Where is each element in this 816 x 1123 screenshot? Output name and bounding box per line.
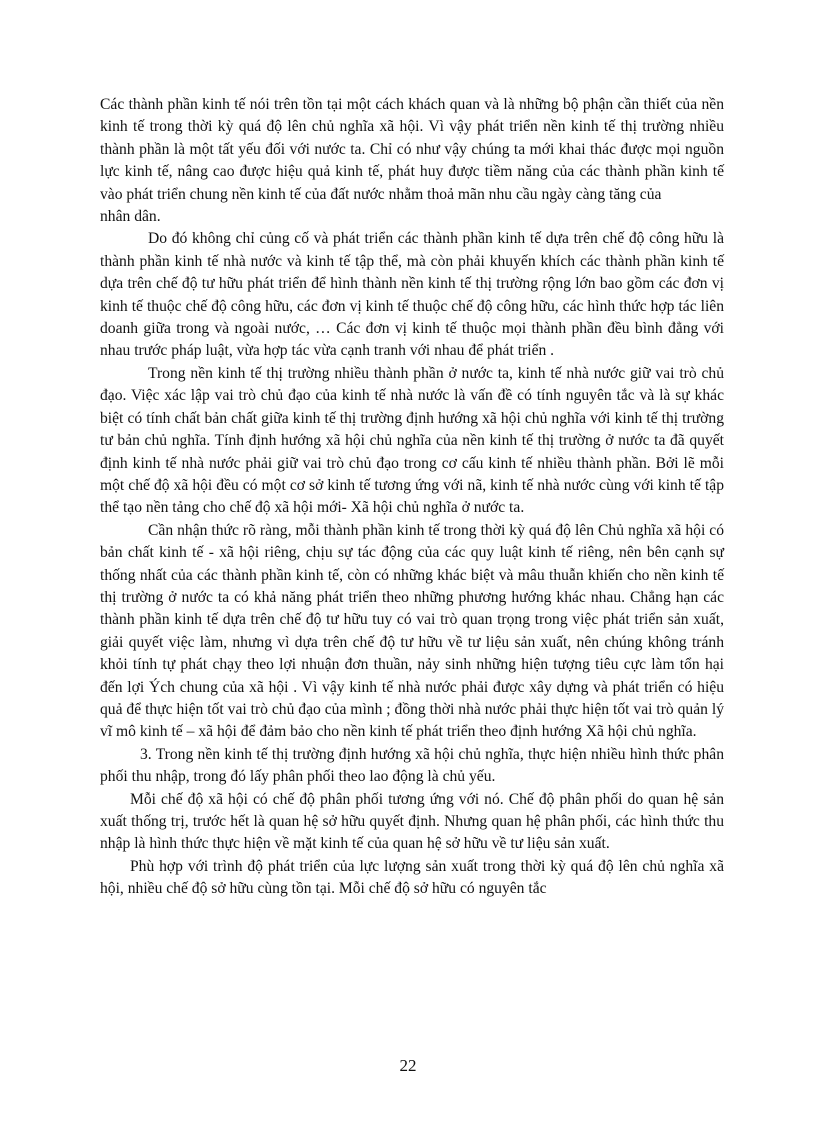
paragraph-people: nhân dân. <box>100 208 161 226</box>
paragraph-section-3-heading: 3. Trong nền kinh tế thị trường định hướng xã hội chủ nghĩa, thực hiện nhiều hình thức phân phối thu nhập, trong đó lấy phân phối theo lao động là chủ yếu. <box>100 745 724 786</box>
paragraph-state-economy-role: Trong nền kinh tế thị trường nhiều thành phần ở nước ta, kinh tế nhà nước giữ vai trò chủ đạo. Việc xác lập vai trò chủ đạo của kinh tế nhà nước là vấn đề có tính nguyên tắc và là sự khác biệt có tính chất bản chất giữa kinh tế thị trường định hướng xã hội chủ nghĩa với kinh tế thị trường tư bản chủ nghĩa. Tính định hướng xã hội chủ nghĩa của nền kinh tế thị trường ở nước ta đã quyết định kinh tế nhà nước phải giữ vai trò chủ đạo trong cơ cấu kinh tế nhiều thành phần. Bởi lẽ mỗi một chế độ xã hội đều có một cơ sở kinh tế tương ứng với nã, kinh tế nhà nước cùng với kinh tế tập thể tạo nền tảng cho chế độ xã hội mới- Xã hội chủ nghĩa ở nước ta. <box>100 364 724 517</box>
paragraph-economic-sectors: Các thành phần kinh tế nói trên tồn tại một cách khách quan và là những bộ phận cần thiết của nền kinh tế trong thời kỳ quá độ lên chủ nghĩa xã hội. Vì vậy phát triển nền kinh tế thị trường nhiều thành phần là một tất yếu đối với nước ta. Chỉ có như vậy chúng ta mới khai thác được mọi nguồn lực kinh tế, nâng cao được hiệu quả kinh tế, phát huy được tiềm năng của các thành phần kinh tế vào phát triển chung nền kinh tế của đất nước nhằm thoả mãn nhu cầu ngày càng tăng của <box>100 96 724 203</box>
paragraph-awareness: Cần nhận thức rõ ràng, mỗi thành phần kinh tế trong thời kỳ quá độ lên Chủ nghĩa xã hội có bản chất kinh tế - xã hội riêng, chịu sự tác động của các quy luật kinh tế riêng, nên bên cạnh sự thống nhất của các thành phần kinh tế, còn có những khác biệt và mâu thuẫn khiến cho nền kinh tế thị trường ở nước ta có khả năng phát triển theo những phương hướng khác nhau. Chẳng hạn các thành phần kinh tế dựa trên chế độ tư hữu tuy có vai trò quan trọng trong việc phát triển sản xuất, giải quyết việc làm, nhưng vì dựa trên chế độ tư hữu về tư liệu sản xuất, nên chúng không tránh khỏi tính tự phát chạy theo lợi nhuận đơn thuần, nảy sinh những hiện tượng tiêu cực làm tổn hại đến lợi Ých chung của xã hội . Vì vậy kinh tế nhà nước phải được xây dựng và phát triển có hiệu quả để thực hiện tốt vai trò chủ đạo của mình ; đồng thời nhà nước phải thực hiện tốt vai trò quản lý vĩ mô kinh tế – xã hội để đảm bảo cho nền kinh tế phát triển theo định hướng Xã hội chủ nghĩa. <box>100 521 724 741</box>
page-number: 22 <box>399 1056 417 1075</box>
paragraph-distribution: Mỗi chế độ xã hội có chế độ phân phối tương ứng với nó. Chế độ phân phối do quan hệ sản xuất thống trị, trước hết là quan hệ sở hữu quyết định. Nhưng quan hệ phân phối, các hình thức thu nhập là hình thức thực hiện về mặt kinh tế của quan hệ sở hữu về tư liệu sản xuất. <box>100 790 724 853</box>
paragraph-ownership-regimes: Phù hợp với trình độ phát triển của lực lượng sản xuất trong thời kỳ quá độ lên chủ nghĩa xã hội, nhiều chế độ sở hữu cùng tồn tại. Mỗi chế độ sở hữu có nguyên tắc <box>100 857 724 898</box>
paragraph-ownership: Do đó không chỉ củng cố và phát triển các thành phần kinh tế dựa trên chế độ công hữu là thành phần kinh tế nhà nước và kinh tế tập thể, mà còn phải khuyến khích các thành phần kinh tế dựa trên chế độ tư hữu phát triển để hình thành nền kinh tế thị trường rộng lớn bao gồm các đơn vị kinh tế thuộc chế độ công hữu, các đơn vị kinh tế thuộc chế độ công hữu, các hình thức hợp tác liên doanh giữa trong và ngoài nước, … Các đơn vị kinh tế thuộc mọi thành phần đều bình đẳng với nhau trước pháp luật, vừa hợp tác vừa cạnh tranh với nhau để phát triển . <box>100 230 724 360</box>
body-text <box>100 94 724 901</box>
